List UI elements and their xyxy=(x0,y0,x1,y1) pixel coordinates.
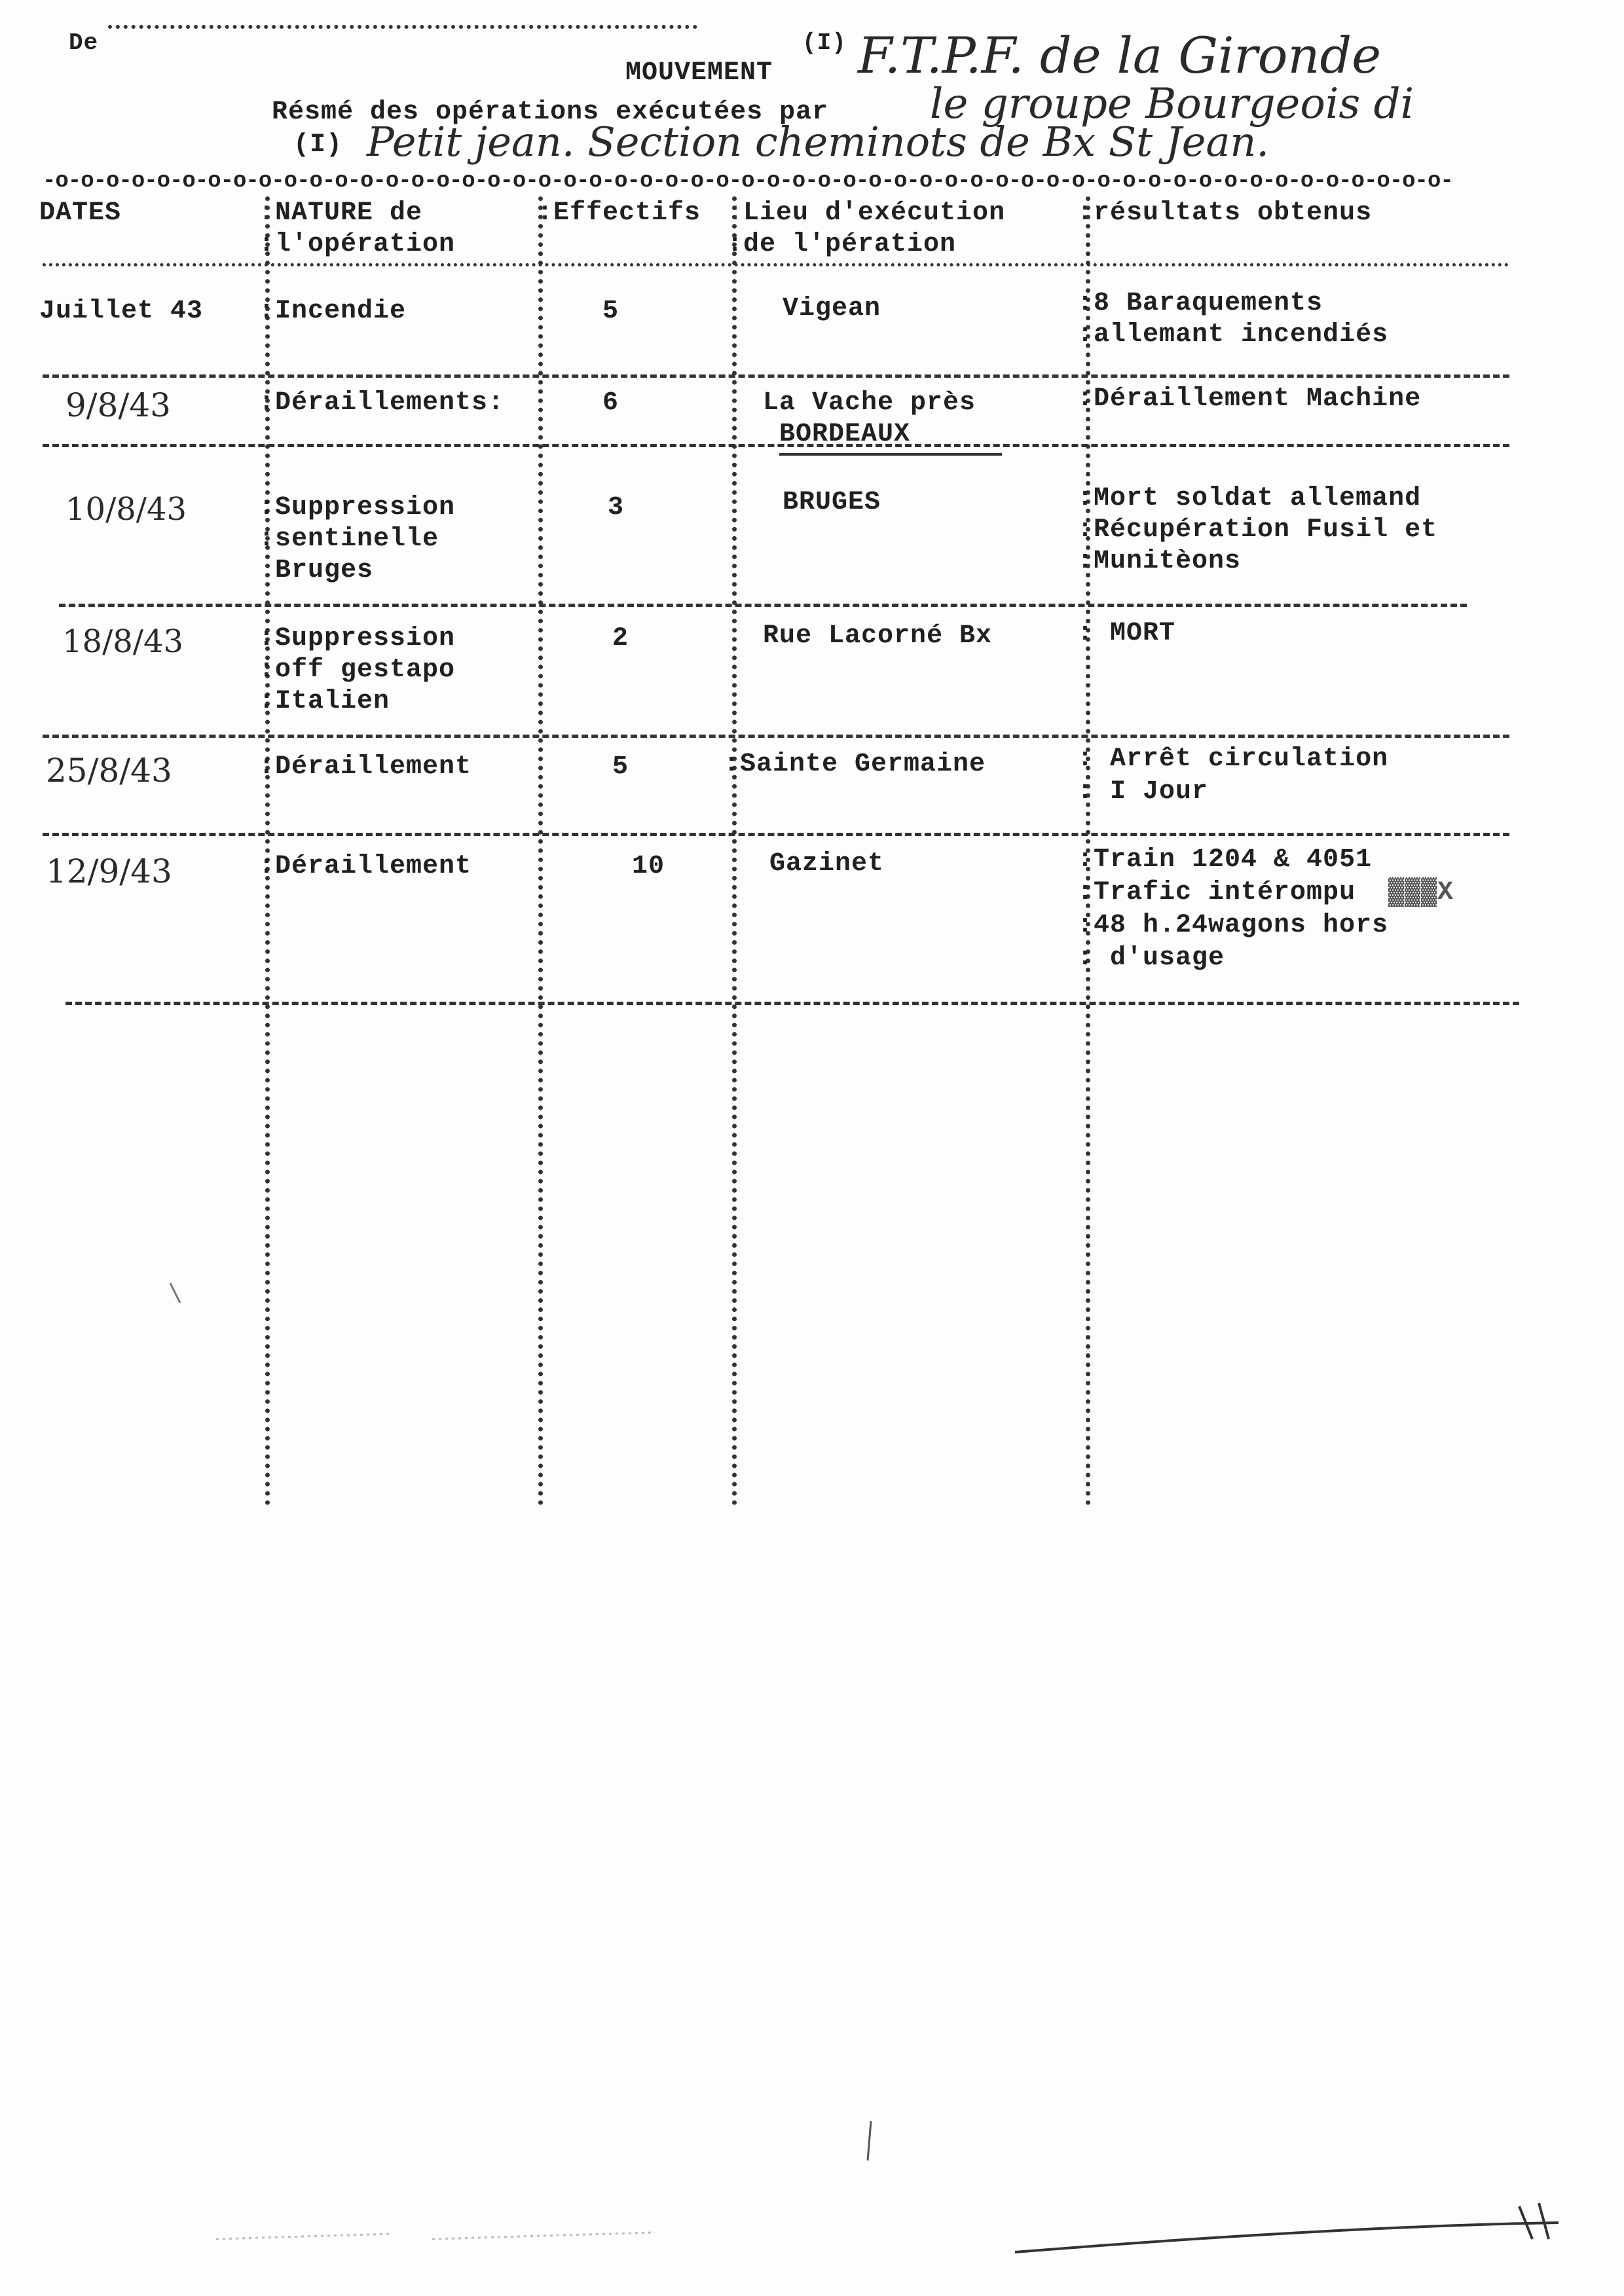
page-title: MOUVEMENT xyxy=(625,58,773,88)
row6-effectif: 10 xyxy=(632,852,665,881)
corner-text: De xyxy=(69,29,99,56)
row5-effectif: 5 xyxy=(612,752,629,782)
row4-lieu: Rue Lacorné Bx xyxy=(763,621,993,651)
row4-effectif: 2 xyxy=(612,624,629,653)
row3-lieu: BRUGES xyxy=(783,488,881,517)
row2-lieu-1: La Vache près xyxy=(763,388,976,418)
row5-resultat-1: : Arrêt circulation xyxy=(1077,744,1389,774)
row2-nature: :Déraillements: xyxy=(259,388,505,418)
row5-resultat-2: : I Jour xyxy=(1077,777,1209,807)
row6-resultat-3: :48 h.24wagons hors xyxy=(1077,911,1389,940)
line2-handwritten: Petit jean. Section cheminots de Bx St Jean. xyxy=(367,118,1270,166)
row3-nature-1: :Suppression xyxy=(259,493,456,522)
row6-nature: :Déraillement xyxy=(259,852,472,881)
row3-resultat-1: :Mort soldat allemand xyxy=(1077,484,1422,513)
row6-lieu: Gazinet xyxy=(769,849,885,879)
row3-nature-3: Bruges xyxy=(259,556,374,585)
row1-date: Juillet 43 xyxy=(39,297,204,326)
header-lieu: :Lieu d'exécution xyxy=(727,198,1006,228)
header-nature-2: :l'opération xyxy=(259,230,456,259)
row5-nature: :Déraillement xyxy=(259,752,472,782)
row4-nature-1: :Suppression xyxy=(259,624,456,653)
row6-date: 12/9/43 xyxy=(46,852,172,890)
row3-effectif: 3 xyxy=(608,493,625,522)
row2-date: 9/8/43 xyxy=(65,386,171,424)
line2-typed: (I) xyxy=(293,130,343,160)
header-resultats: :résultats obtenus xyxy=(1077,198,1373,228)
header-nature: :NATURE de xyxy=(259,198,423,228)
row4-resultat: : MORT xyxy=(1077,619,1176,648)
row2-resultat: :Déraillement Machine xyxy=(1077,384,1422,414)
subtitle-typed: Résmé des opérations exécutées par xyxy=(272,98,829,127)
handwritten-group: F.T.P.F. de la Gironde xyxy=(858,26,1382,84)
row6-resultat-2: :Trafic intérompu xyxy=(1077,878,1373,907)
header-lieu-2: :de l'pération xyxy=(727,230,957,259)
row5-lieu: :Sainte Germaine xyxy=(724,750,986,779)
row3-resultat-3: :Munitèons xyxy=(1077,547,1242,576)
row1-resultat-1: :8 Baraquements xyxy=(1077,289,1323,318)
row2-effectif: 6 xyxy=(602,388,619,418)
header-effectifs: :Effectifs xyxy=(537,198,701,228)
row1-nature: :Incendie xyxy=(259,297,407,326)
subtitle-handwritten: le groupe Bourgeois di xyxy=(930,80,1414,128)
row6-resultat-4: : d'usage xyxy=(1077,943,1225,973)
row1-lieu: Vigean xyxy=(783,294,881,323)
row3-date: 10/8/43 xyxy=(65,491,187,528)
title-note: (I) xyxy=(802,29,847,56)
row5-date: 25/8/43 xyxy=(46,752,172,790)
row4-nature-3: :Italien xyxy=(259,687,390,716)
row4-date: 18/8/43 xyxy=(62,623,184,660)
row3-resultat-2: :Récupération Fusil et xyxy=(1077,515,1438,545)
row3-nature-2: :sentinelle xyxy=(259,524,439,554)
row1-effectif: 5 xyxy=(602,297,619,326)
row1-resultat-2: :allemant incendiés xyxy=(1077,320,1389,350)
header-dates: DATES xyxy=(39,198,122,228)
row2-lieu-2: BORDEAUX xyxy=(779,420,911,449)
row4-nature-2: :off gestapo xyxy=(259,655,456,685)
row6-resultat-1: :Train 1204 & 4051 xyxy=(1077,845,1373,875)
row6-strikeout: ▓▓▓X xyxy=(1388,878,1454,907)
header-separator: -o-o-o-o-o-o-o-o-o-o-o-o-o-o-o-o-o-o-o-o-o-o-o-o-o-o-o-o-o-o-o-o-o-o-o-o-o-o-o-o-o-o-o-o-o-o-o-o-o-o-o-o-o-o-o- xyxy=(43,169,1453,194)
